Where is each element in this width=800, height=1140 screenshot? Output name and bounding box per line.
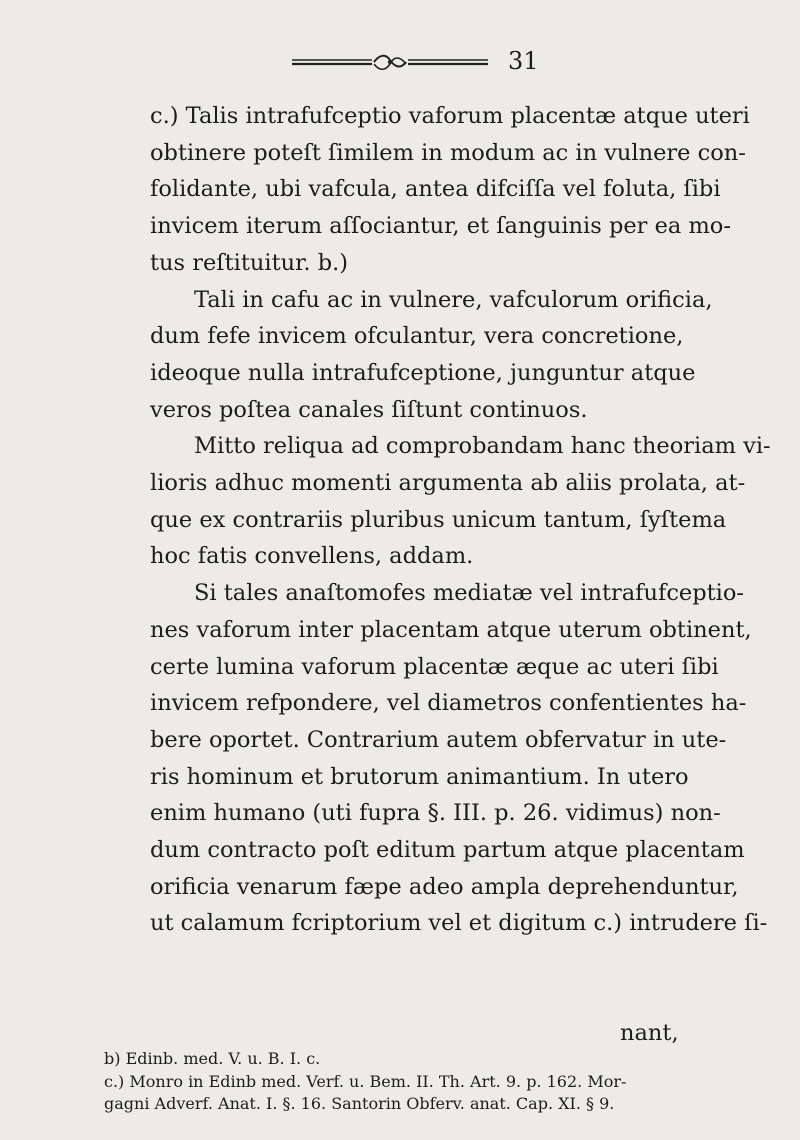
text-line: hoc fatis convellens, addam. — [150, 543, 474, 570]
text-line: ris hominum et brutorum animantium. In utero — [150, 763, 689, 790]
header-ornament — [290, 52, 490, 74]
text-line: que ex contrariis pluribus unicum tantum, ſyſtema — [150, 506, 727, 533]
text-line: bere oportet. Contrarium autem obfervatur in ute- — [150, 726, 727, 753]
footnote-c-continued: gagni Adverf. Anat. I. §. 16. Santorin Obferv. anat. Cap. XI. § 9. — [104, 1094, 615, 1113]
text-line: enim humano (uti fupra §. III. p. 26. vidimus) non- — [150, 800, 721, 827]
text-line: ideoque nulla intrafufceptione, junguntur atque — [150, 359, 696, 386]
paragraph-3 — [150, 428, 771, 575]
paragraph-2 — [150, 282, 713, 429]
text-line: Mitto reliqua ad comprobandam hanc theoriam vi- — [194, 433, 771, 460]
text-line: c.) Talis intrafufceptio vaforum placentæ atque uteri — [150, 103, 750, 129]
footnote-b: b) Edinb. med. V. u. B. I. c. — [104, 1049, 321, 1068]
paragraph-4 — [150, 575, 768, 942]
text-line: ut calamum fcriptorium vel et digitum c.) intrudere ſi- — [150, 910, 768, 937]
text-line: folidante, ubi vafcula, antea difciſſa vel foluta, ſibi — [150, 176, 721, 203]
text-line: obtinere poteſt ſimilem in modum ac in vulnere con- — [150, 139, 746, 166]
text-line: invicem refpondere, vel diametros confentientes ha- — [150, 690, 747, 717]
text-line: dum fefe invicem ofculantur, vera concretione, — [150, 323, 684, 350]
text-line: Tali in cafu ac in vulnere, vafculorum orificia, — [194, 286, 713, 313]
page-number: 31 — [508, 47, 539, 75]
text-line: certe lumina vaforum placentæ æque ac uteri ſibi — [150, 653, 719, 680]
text-line: lioris adhuc momenti argumenta ab aliis prolata, at- — [150, 470, 746, 497]
footnote-c: c.) Monro in Edinb med. Verf. u. Bem. II. Th. Art. 9. p. 162. Mor- — [104, 1071, 627, 1091]
footnotes — [104, 1048, 724, 1116]
text-line: invicem iterum aſſociantur, et ſanguinis per ea mo- — [150, 213, 731, 240]
text-line: nes vaforum inter placentam atque uterum obtinent, — [150, 616, 752, 643]
text-line: veros poſtea canales ſiſtunt continuos. — [150, 396, 588, 423]
text-line: orificia venarum fæpe adeo ampla deprehenduntur, — [150, 873, 739, 900]
paragraph-1 — [150, 98, 750, 282]
catchword: nant, — [620, 1020, 679, 1046]
text-line: Si tales anaſtomofes mediatæ vel intrafufceptio- — [194, 580, 745, 607]
main-text — [150, 98, 771, 942]
text-line: dum contracto poſt editum partum atque placentam — [150, 837, 745, 864]
text-line: tus reſtituitur. b.) — [150, 249, 349, 276]
